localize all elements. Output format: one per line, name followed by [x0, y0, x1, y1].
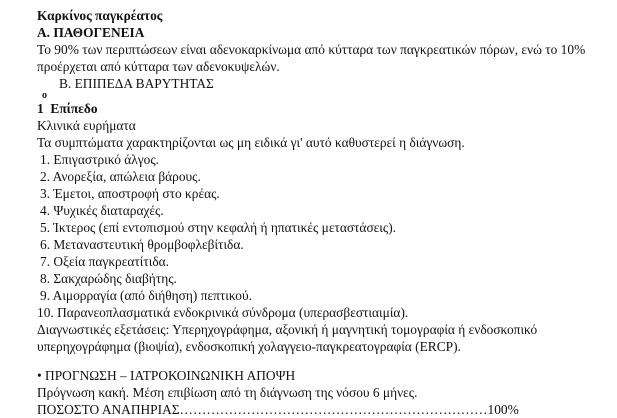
list-item: 2. Ανορεξία, απώλεια βάρους. [40, 169, 201, 184]
disability-value: 100% [487, 402, 519, 417]
list-item: 6. Μεταναστευτική θρομβοφλεβίτιδα. [40, 237, 244, 252]
clinical-findings-label: Κλινικά ευρήματα [37, 118, 136, 133]
list-item: 8. Σακχαρώδης διαβήτης. [40, 271, 177, 286]
disability-dots: …………………………………………………………… [179, 402, 488, 417]
level-heading [37, 100, 612, 117]
symptoms-intro: Τα συμπτώματα χαρακτηρίζονται ως μη ειδικά γι' αυτό καθυστερεί η διάγνωση. [37, 135, 465, 150]
section-a-heading: Α. ΠΑΘΟΓΕΝΕΙΑ [37, 25, 145, 40]
list-item: 4. Ψυχικές διαταραχές. [40, 203, 164, 218]
list-item: 5. Ίκτερος (επί εντοπισμού στην κεφαλή ή ηπατικές μεταστάσεις). [40, 220, 397, 235]
document-title: Καρκίνος παγκρέατος [37, 8, 163, 23]
level-label: Επίπεδο [50, 101, 98, 116]
list-item: 10. Παρανεοπλασματικά ενδοκρινικά σύνδρομα (υπερασβεστιαιμία). [37, 305, 409, 320]
disability-label: ΠΟΣΟΣΤΟ ΑΝΑΠΗΡΙΑΣ [37, 402, 180, 417]
disability-line [37, 401, 612, 418]
section-a-text: Το 90% των περιπτώσεων είναι αδενοκαρκίνωμα από κύτταρα των παγκρεατικών πόρων, ενώ το 10% προέρχεται από κύτταρα των αδενοκυψελών. [37, 42, 586, 74]
list-item: 3. Έμετοι, αποστροφή στο κρέας. [40, 186, 220, 201]
list-item: 1. Επιγαστρικό άλγος. [40, 152, 160, 167]
list-item: 7. Οξεία παγκρεατίτιδα. [40, 254, 170, 269]
level-superscript: ο [42, 90, 47, 101]
level-number: 1 [37, 101, 44, 116]
diagnostics-text: Διαγνωστικές εξετάσεις: Υπερηχογράφημα, αξονική ή μαγνητική τομογραφία ή ενδοσκοπικό υπερηχογράφημα (βιοψία), ενδοσκοπική χολαγγειο-παγκρεατογραφία (ERCP). [37, 322, 538, 354]
section-b-heading: Β. ΕΠΙΠΕΔΑ ΒΑΡΥΤΗΤΑΣ [59, 76, 214, 91]
prognosis-text: Πρόγνωση κακή. Μέση επιβίωση από τη διάγνωση της νόσου 6 μήνες. [37, 385, 418, 400]
spacer [37, 355, 612, 367]
document-page [37, 7, 612, 418]
prognosis-heading: • ΠΡΟΓΝΩΣΗ – ΙΑΤΡΟΚΟΙΝΩΝΙΚΗ ΑΠΟΨΗ [37, 368, 296, 383]
list-item: 9. Αιμορραγία (από διήθηση) πεπτικού. [40, 288, 252, 303]
symptom-list [37, 151, 612, 321]
